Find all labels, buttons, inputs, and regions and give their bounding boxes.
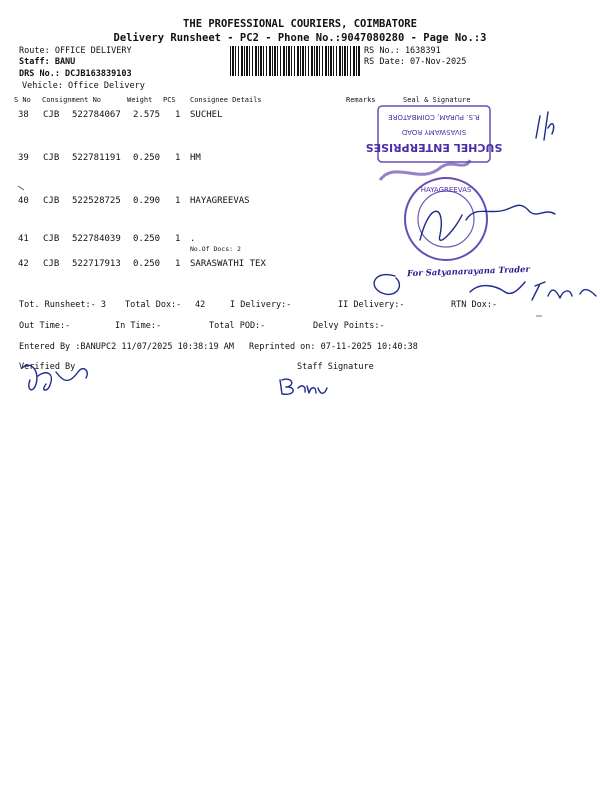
row-consignment-no: 522781191 <box>72 153 121 163</box>
verified-by-label: Verified By <box>19 362 76 372</box>
in-time-label: In Time:- <box>115 321 162 331</box>
col-pcs: PCS <box>163 96 176 104</box>
col-remarks: Remarks <box>346 96 376 104</box>
staff-signature <box>280 379 327 394</box>
row-consignee: SARASWATHI TEX <box>190 259 266 269</box>
row-pcs: 1 <box>175 153 181 163</box>
row-consignee: HM <box>190 153 201 163</box>
suchel-stamp <box>366 106 554 180</box>
row-pcs: 1 <box>175 234 181 244</box>
stamp-text-address: R.S. PURAM, COIMBATORE <box>388 113 480 121</box>
company-title: THE PROFESSIONAL COURIERS, COIMBATORE <box>183 18 417 30</box>
reprinted-on: Reprinted on: 07-11-2025 10:40:38 <box>249 342 418 352</box>
row-prefix: CJB <box>43 153 60 163</box>
row-prefix: CJB <box>43 196 60 206</box>
total-runsheet: Tot. Runsheet:- 3 <box>19 300 106 310</box>
i-delivery-label: I Delivery:- <box>230 300 292 310</box>
row-consignment-no: 522784039 <box>72 234 121 244</box>
staff-label: Staff: BANU <box>19 57 76 67</box>
rs-date: RS Date: 07-Nov-2025 <box>364 57 467 67</box>
row-consignee: . <box>190 234 196 244</box>
col-consignee: Consignee Details <box>190 96 262 104</box>
total-dox-label: Total Dox:- <box>125 300 182 310</box>
runsheet-subtitle: Delivery Runsheet - PC2 - Phone No.:9047080280 - Page No.:3 <box>113 32 487 44</box>
rs-number: RS No.: 1638391 <box>364 46 441 56</box>
row-sno: 42 <box>18 259 29 269</box>
drs-number: DRS No.: DCJB163839103 <box>19 69 132 79</box>
verified-signature <box>22 365 87 390</box>
col-seal: Seal & Signature <box>403 96 471 104</box>
row-consignee: HAYAGREEVAS <box>190 196 250 206</box>
row-prefix: CJB <box>43 259 60 269</box>
total-pod-label: Total POD:- <box>209 321 266 331</box>
stamp-text-name: SUCHEL ENTERPRISES <box>365 141 503 154</box>
row-consignee: SUCHEL <box>190 110 223 120</box>
row-prefix: CJB <box>43 110 60 120</box>
row-weight: 0.290 <box>133 196 161 206</box>
total-dox-value: 42 <box>195 300 206 310</box>
row-consignment-no: 522784067 <box>72 110 121 120</box>
col-sno: S No <box>14 96 31 104</box>
row-sno: 39 <box>18 153 29 163</box>
row-pcs: 1 <box>175 196 181 206</box>
row-weight: 0.250 <box>133 153 161 163</box>
row-pcs: 1 <box>175 110 181 120</box>
staff-signature-label: Staff Signature <box>297 362 374 372</box>
delvy-points-label: Delvy Points:- <box>313 321 385 331</box>
satyanarayana-stamp <box>374 265 596 300</box>
row-sno: 38 <box>18 110 29 120</box>
stamp-text-road: SIVASWAMY ROAD <box>401 128 467 136</box>
stamp-trader-text: For Satyanarayana Trader <box>406 264 531 280</box>
row-weight: 2.575 <box>133 110 161 120</box>
entered-by: Entered By :BANUPC2 11/07/2025 10:38:19 AM <box>19 342 234 352</box>
row-consignment-no: 522528725 <box>72 196 121 206</box>
col-consignment: Consignment No <box>42 96 102 104</box>
ii-delivery-label: II Delivery:- <box>338 300 405 310</box>
row-prefix: CJB <box>43 234 60 244</box>
row-sno: 40 <box>18 196 29 206</box>
col-weight: Weight <box>127 96 153 104</box>
stamp-round-text: HAYAGREEVAS <box>420 186 472 194</box>
vehicle-label: Vehicle: Office Delivery <box>22 81 145 91</box>
route-label: Route: OFFICE DELIVERY <box>19 46 132 56</box>
out-time-label: Out Time:- <box>19 321 71 331</box>
row-weight: 0.250 <box>133 259 161 269</box>
row-note: No.Of Docs: 2 <box>190 245 241 253</box>
hayagreevas-stamp <box>405 178 555 260</box>
rtn-dox-label: RTN Dox:- <box>451 300 498 310</box>
row-pcs: 1 <box>175 259 181 269</box>
row-weight: 0.250 <box>133 234 161 244</box>
row-consignment-no: 522717913 <box>72 259 121 269</box>
row-sno: 41 <box>18 234 29 244</box>
